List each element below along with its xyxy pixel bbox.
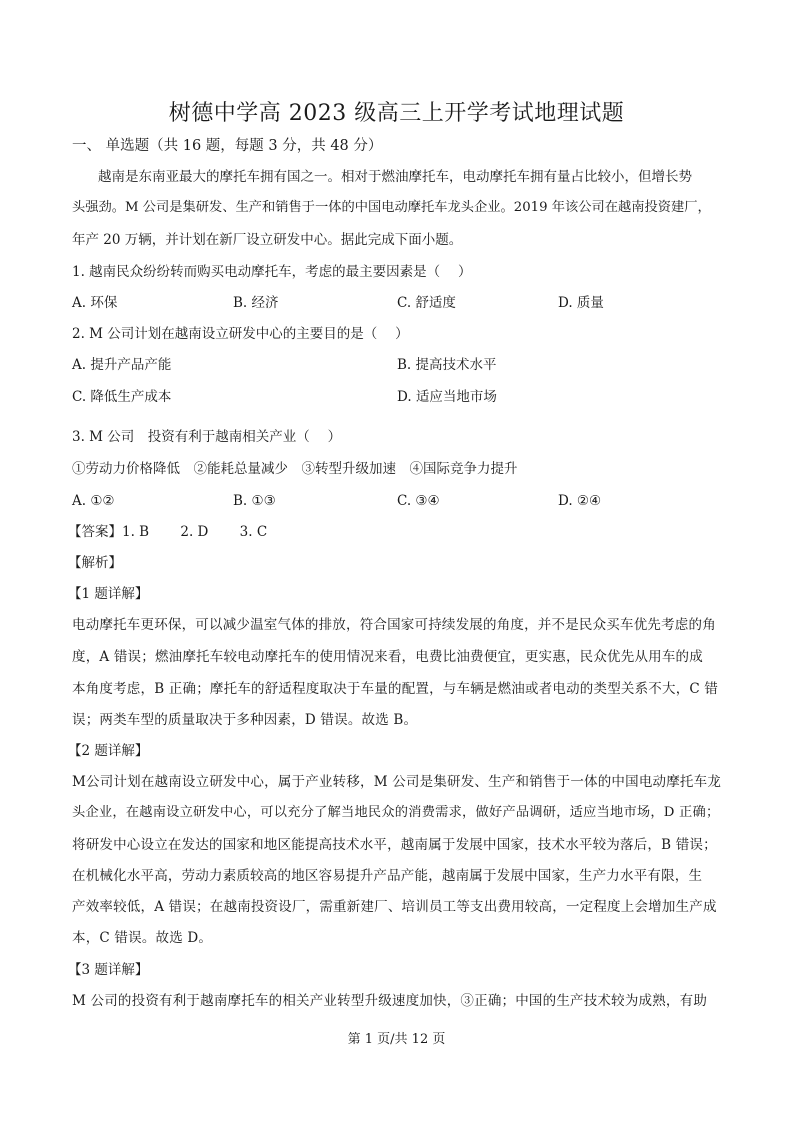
detail-2-line: 将研发中心设立在发达的国家和地区能提高技术水平，越南属于发展中国家，技术水平较为落后，B 错误； <box>72 837 717 853</box>
q1-option-b: B. 经济 <box>233 295 279 311</box>
q1-option-c: C. 舒适度 <box>397 295 456 311</box>
detail-2-tag: 【2 题详解】 <box>68 743 149 759</box>
detail-2-line: 本，C 错误。故选 D。 <box>72 930 213 946</box>
question-2-stem: 2. M 公司计划在越南设立研发中心的主要目的是（ ） <box>72 326 409 342</box>
detail-1-line: 电动摩托车更环保，可以减少温室气体的排放，符合国家可持续发展的角度，并不是民众买车优先考虑的角 <box>72 617 716 633</box>
section-heading: 一、 单选题（共 16 题，每题 3 分，共 48 分） <box>72 138 383 154</box>
question-3-items: ①劳动力价格降低 ②能耗总量减少 ③转型升级加速 ④国际竞争力提升 <box>72 461 518 477</box>
detail-3-line: M 公司的投资有利于越南摩托车的相关产业转型升级速度加快，③正确；中国的生产技术较为成熟，有助 <box>72 993 708 1009</box>
page-footer: 第 1 页/共 12 页 <box>347 1032 446 1047</box>
answer-line <box>68 523 267 541</box>
detail-2-line: 在机械化水平高，劳动力素质较高的地区容易提升产品产能，越南属于发展中国家，生产力水平有限，生 <box>72 868 703 884</box>
q3-option-b: B. ①③ <box>233 493 276 509</box>
answer-values: 1. B 2. D 3. C <box>122 524 268 540</box>
detail-1-line: 度，A 错误；燃油摩托车较电动摩托车的使用情况来看，电费比油费便宜，更实惠，民众优先从用车的成 <box>72 649 703 665</box>
passage-line-2: 头强劲。M 公司是集研发、生产和销售于一体的中国电动摩托车龙头企业。2019 年该公司在越南投资建厂， <box>72 200 711 215</box>
q2-option-c: C. 降低生产成本 <box>72 389 172 405</box>
q1-option-d: D. 质量 <box>558 295 604 311</box>
question-1-stem: 1. 越南民众纷纷转而购买电动摩托车，考虑的最主要因素是（ ） <box>72 264 472 280</box>
detail-1-line: 本角度考虑，B 正确；摩托车的舒适程度取决于车量的配置，与车辆是燃油或者电动的类型关系不大，C 错 <box>72 681 719 697</box>
detail-2-line: M公司计划在越南设立研发中心，属于产业转移，M 公司是集研发、生产和销售于一体的中国电动摩托车龙 <box>72 774 722 790</box>
detail-1-line: 误；两类车型的质量取决于多种因素，D 错误。故选 B。 <box>72 712 418 728</box>
q2-option-b: B. 提高技术水平 <box>397 357 497 373</box>
question-3-stem: 3. M 公司 投资有利于越南相关产业（ ） <box>72 429 342 445</box>
q3-option-d: D. ②④ <box>558 493 602 509</box>
page-title: 树德中学高 2023 级高三上开学考试地理试题 <box>168 101 625 126</box>
q3-option-a: A. ①② <box>72 493 115 509</box>
detail-1-tag: 【1 题详解】 <box>68 586 149 602</box>
q1-option-a: A. 环保 <box>72 295 118 311</box>
passage-line-1: 越南是东南亚最大的摩托车拥有国之一。相对于燃油摩托车，电动摩托车拥有量占比较小，但增长势 <box>98 169 692 185</box>
detail-2-line: 产效率较低，A 错误；在越南投资设厂，需重新建厂、培训员工等支出费用较高，一定程度上会增加生产成 <box>72 899 717 915</box>
detail-2-line: 头企业，在越南设立研发中心，可以充分了解当地民众的消费需求，做好产品调研，适应当地市场，D 正确； <box>72 805 720 820</box>
q3-option-c: C. ③④ <box>397 493 440 509</box>
q2-option-a: A. 提升产品产能 <box>72 357 172 373</box>
answer-tag: 【答案】 <box>68 524 122 540</box>
q2-option-d: D. 适应当地市场 <box>397 389 497 405</box>
analysis-tag: 【解析】 <box>68 555 122 571</box>
passage-line-3: 年产 20 万辆，并计划在新厂设立研发中心。据此完成下面小题。 <box>72 232 463 248</box>
detail-3-tag: 【3 题详解】 <box>68 962 149 978</box>
